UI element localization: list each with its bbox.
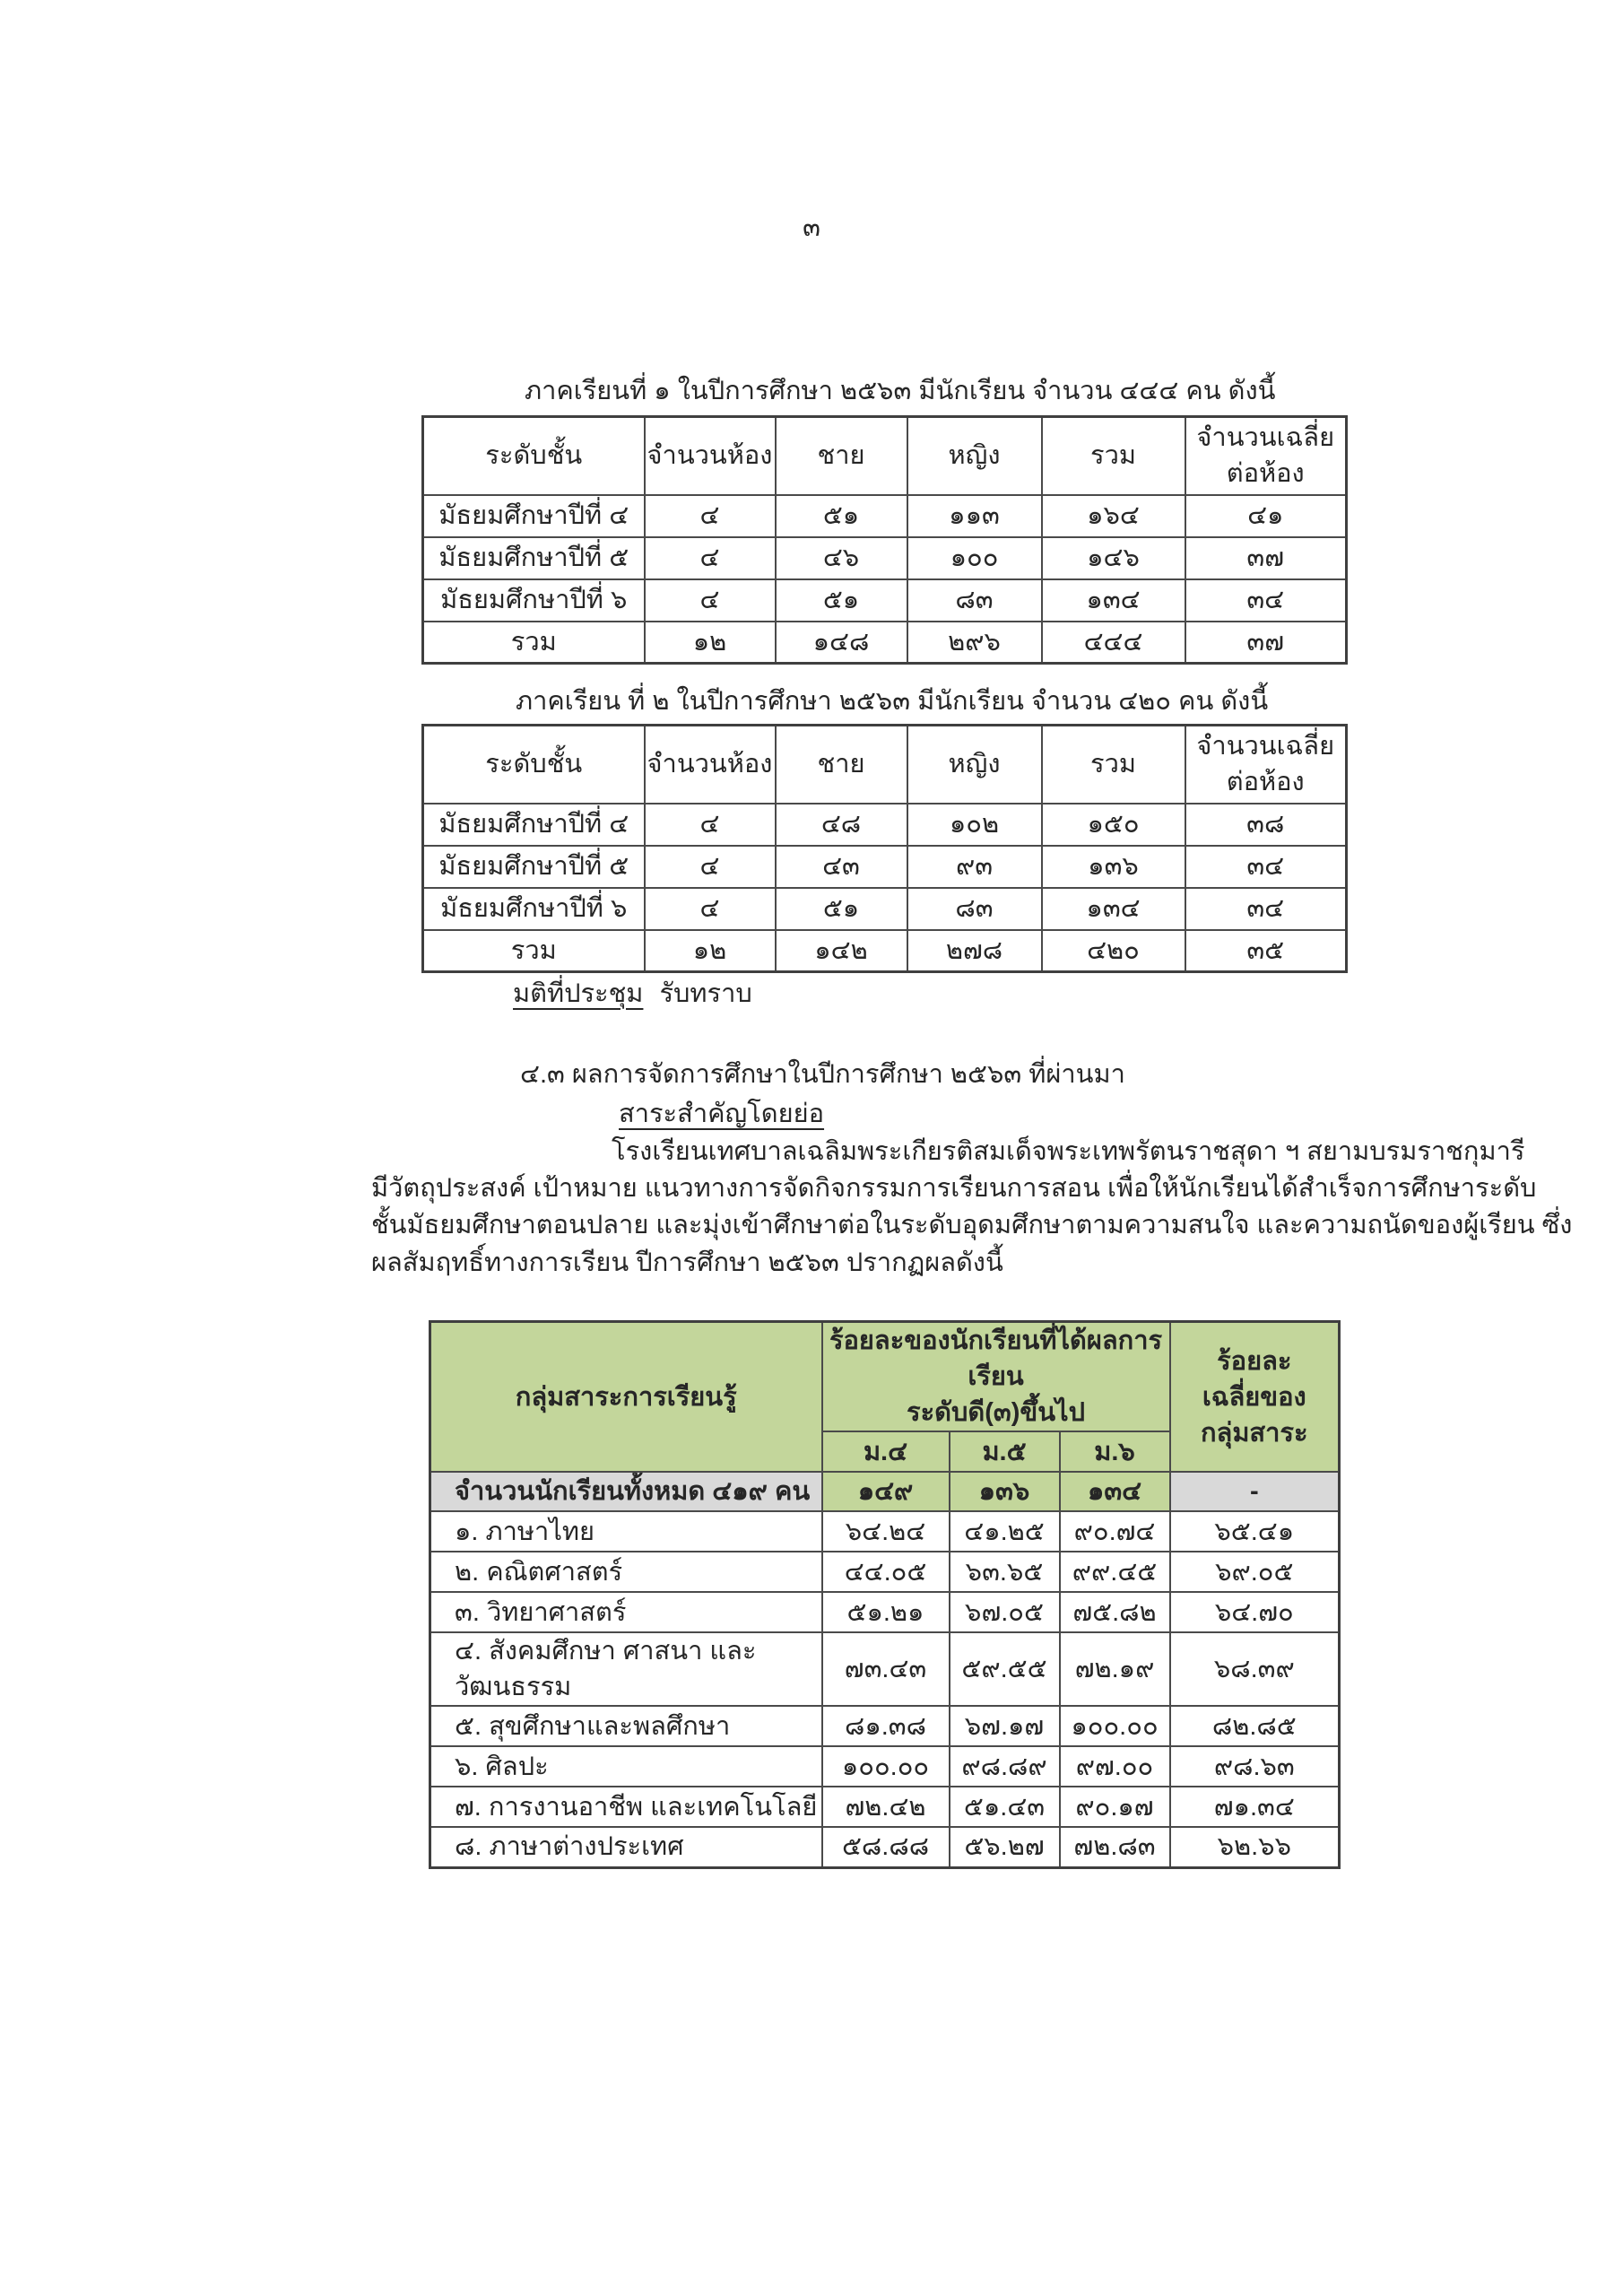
- table-row: [423, 846, 1347, 888]
- avg-header-line2: ต่อห้อง: [1226, 768, 1305, 797]
- value-cell: ๙๐.๑๗: [1060, 1787, 1170, 1827]
- col-header-rooms: จำนวนห้อง: [645, 417, 776, 495]
- value-cell: ๑๔๖: [1042, 537, 1185, 579]
- value-cell: ๔: [645, 804, 776, 846]
- value-cell: ๘๒.๘๕: [1170, 1706, 1340, 1746]
- table-row: [423, 537, 1347, 579]
- value-cell: ๔๔๔: [1042, 622, 1185, 664]
- col-header-level: ระดับชั้น: [423, 726, 645, 804]
- table-row: [430, 1706, 1340, 1746]
- value-cell: ๑๓๖: [1042, 846, 1185, 888]
- row-label-cell: มัธยมศึกษาปีที่ ๕: [423, 537, 645, 579]
- table-row: [430, 1632, 1340, 1706]
- row-label-cell: มัธยมศึกษาปีที่ ๖: [423, 579, 645, 622]
- row-label-cell: มัธยมศึกษาปีที่ ๕: [423, 846, 645, 888]
- summary-m4-cell: ๑๔๙: [822, 1472, 950, 1511]
- value-cell: ๓๕: [1185, 930, 1347, 972]
- value-cell: ๓๔: [1185, 579, 1347, 622]
- row-label-cell: รวม: [423, 622, 645, 664]
- value-cell: ๔: [645, 579, 776, 622]
- col-header-level: ระดับชั้น: [423, 417, 645, 495]
- value-cell: ๓๗: [1185, 537, 1347, 579]
- paragraph-line: ผลสัมฤทธิ์ทางการเรียน ปีการศึกษา ๒๕๖๓ ปรากฏผลดังนี้: [371, 1248, 1003, 1277]
- value-cell: ๕๖.๒๗: [950, 1827, 1060, 1867]
- value-cell: ๑๓๔: [1042, 579, 1185, 622]
- value-cell: ๕๑: [776, 579, 907, 622]
- value-cell: ๙๗.๐๐: [1060, 1746, 1170, 1787]
- row-label-cell: ๑. ภาษาไทย: [430, 1511, 822, 1552]
- value-cell: ๙๙.๔๕: [1060, 1552, 1170, 1592]
- value-cell: ๔: [645, 495, 776, 537]
- value-cell: ๑๐๐: [907, 537, 1042, 579]
- col-header-group-average: [1170, 1322, 1340, 1473]
- avg-header-line2: ต่อห้อง: [1226, 459, 1305, 489]
- avg-col-line2: เฉลี่ยของ: [1202, 1382, 1306, 1412]
- row-label-cell: รวม: [423, 930, 645, 972]
- value-cell: ๕๑.๔๓: [950, 1787, 1060, 1827]
- value-cell: ๖๙.๐๕: [1170, 1552, 1340, 1592]
- value-cell: ๓๔: [1185, 846, 1347, 888]
- pct-header-line2: ระดับดี(๓)ขึ้นไป: [907, 1398, 1086, 1427]
- value-cell: ๑๐๒: [907, 804, 1042, 846]
- row-label-cell: ๒. คณิตศาสตร์: [430, 1552, 822, 1592]
- value-cell: ๔๒๐: [1042, 930, 1185, 972]
- summary-m5-cell: ๑๓๖: [950, 1472, 1060, 1511]
- value-cell: ๗๒.๘๓: [1060, 1827, 1170, 1867]
- summary-m6-cell: ๑๓๔: [1060, 1472, 1170, 1511]
- table-row: [430, 1827, 1340, 1867]
- value-cell: ๙๘.๘๙: [950, 1746, 1060, 1787]
- col-header-total: รวม: [1042, 726, 1185, 804]
- value-cell: ๑๒: [645, 622, 776, 664]
- col-header-total: รวม: [1042, 417, 1185, 495]
- semester2-title: ภาคเรียน ที่ ๒ ในปีการศึกษา ๒๕๖๓ มีนักเรียน จำนวน ๔๒๐ คน ดังนี้: [516, 687, 1269, 716]
- value-cell: ๗๑.๓๔: [1170, 1787, 1340, 1827]
- row-label-cell: ๘. ภาษาต่างประเทศ: [430, 1827, 822, 1867]
- results-table: [429, 1320, 1341, 1869]
- value-cell: ๖๔.๒๔: [822, 1511, 950, 1552]
- section-4-3-subheading: สาระสำคัญโดยย่อ: [619, 1100, 825, 1128]
- value-cell: ๕๑.๒๑: [822, 1592, 950, 1632]
- table-row: [423, 579, 1347, 622]
- col-header-female: หญิง: [907, 417, 1042, 495]
- value-cell: ๘๑.๓๘: [822, 1706, 950, 1746]
- semester1-table-body: [423, 495, 1347, 664]
- value-cell: ๔๑: [1185, 495, 1347, 537]
- value-cell: ๓๗: [1185, 622, 1347, 664]
- value-cell: ๔๓: [776, 846, 907, 888]
- results-table-body: [430, 1511, 1340, 1867]
- row-label-cell: ๖. ศิลปะ: [430, 1746, 822, 1787]
- value-cell: ๑๑๓: [907, 495, 1042, 537]
- paragraph-line: โรงเรียนเทศบาลเฉลิมพระเกียรติสมเด็จพระเทพรัตนราชสุดา ฯ สยามบรมราชกุมารี: [612, 1137, 1525, 1166]
- col-header-m5: ม.๕: [950, 1431, 1060, 1472]
- summary-average-cell: -: [1170, 1472, 1340, 1511]
- semester1-table-header: [423, 417, 1347, 495]
- value-cell: ๗๕.๘๒: [1060, 1592, 1170, 1632]
- table-row: [423, 495, 1347, 537]
- col-header-subject-group: กลุ่มสาระการเรียนรู้: [430, 1322, 822, 1473]
- value-cell: ๖๘.๓๙: [1170, 1632, 1340, 1706]
- value-cell: ๔: [645, 846, 776, 888]
- value-cell: ๕๑: [776, 495, 907, 537]
- value-cell: ๕๘.๘๘: [822, 1827, 950, 1867]
- col-header-male: ชาย: [776, 417, 907, 495]
- value-cell: ๕๑: [776, 888, 907, 930]
- value-cell: ๖๗.๑๗: [950, 1706, 1060, 1746]
- row-label-cell: ๓. วิทยาศาสตร์: [430, 1592, 822, 1632]
- semester2-table-header: [423, 726, 1347, 804]
- table-row: [423, 622, 1347, 664]
- avg-col-line1: ร้อยละ: [1217, 1346, 1292, 1376]
- value-cell: ๙๐.๗๔: [1060, 1511, 1170, 1552]
- value-cell: ๘๓: [907, 579, 1042, 622]
- value-cell: ๓๔: [1185, 888, 1347, 930]
- value-cell: ๔๖: [776, 537, 907, 579]
- value-cell: ๔: [645, 537, 776, 579]
- value-cell: ๖๒.๖๖: [1170, 1827, 1340, 1867]
- value-cell: ๑๔๘: [776, 622, 907, 664]
- value-cell: ๕๙.๕๕: [950, 1632, 1060, 1706]
- value-cell: ๖๕.๔๑: [1170, 1511, 1340, 1552]
- value-cell: ๘๓: [907, 888, 1042, 930]
- meeting-resolution: [513, 974, 752, 1013]
- value-cell: ๙๓: [907, 846, 1042, 888]
- table-row: [423, 804, 1347, 846]
- row-label-cell: มัธยมศึกษาปีที่ ๔: [423, 804, 645, 846]
- table-row: [430, 1787, 1340, 1827]
- value-cell: ๒๗๘: [907, 930, 1042, 972]
- col-header-percent-good-grade: [822, 1322, 1170, 1432]
- value-cell: ๑๐๐.๐๐: [822, 1746, 950, 1787]
- avg-header-line1: จำนวนเฉลี่ย: [1196, 732, 1335, 761]
- resolution-label: มติที่ประชุม: [513, 979, 644, 1008]
- value-cell: ๓๘: [1185, 804, 1347, 846]
- col-header-female: หญิง: [907, 726, 1042, 804]
- semester1-title: ภาคเรียนที่ ๑ ในปีการศึกษา ๒๕๖๓ มีนักเรียน จำนวน ๔๔๔ คน ดังนี้: [525, 377, 1276, 405]
- col-header-average-per-room: [1185, 417, 1347, 495]
- summary-row: [430, 1472, 1340, 1511]
- avg-col-line3: กลุ่มสาระ: [1200, 1418, 1308, 1448]
- col-header-average-per-room: [1185, 726, 1347, 804]
- value-cell: ๑๔๒: [776, 930, 907, 972]
- col-header-male: ชาย: [776, 726, 907, 804]
- value-cell: ๔๔.๐๕: [822, 1552, 950, 1592]
- paragraph-line: มีวัตถุประสงค์ เป้าหมาย แนวทางการจัดกิจกรรมการเรียนการสอน เพื่อให้นักเรียนได้สำเร็จการศึกษาระดับ: [371, 1174, 1537, 1203]
- value-cell: ๑๓๔: [1042, 888, 1185, 930]
- row-label-cell: ๕. สุขศึกษาและพลศึกษา: [430, 1706, 822, 1746]
- value-cell: ๑๖๔: [1042, 495, 1185, 537]
- value-cell: ๙๘.๖๓: [1170, 1746, 1340, 1787]
- col-header-rooms: จำนวนห้อง: [645, 726, 776, 804]
- avg-header-line1: จำนวนเฉลี่ย: [1196, 423, 1335, 453]
- row-label-cell: ๔. สังคมศึกษา ศาสนา และวัฒนธรรม: [430, 1632, 822, 1706]
- value-cell: ๖๔.๗๐: [1170, 1592, 1340, 1632]
- paragraph-line: ชั้นมัธยมศึกษาตอนปลาย และมุ่งเข้าศึกษาต่อในระดับอุดมศึกษาตามความสนใจ และความถนัดของผู้เรียน ซึ่ง: [371, 1211, 1573, 1239]
- value-cell: ๗๓.๔๓: [822, 1632, 950, 1706]
- col-header-m4: ม.๔: [822, 1431, 950, 1472]
- value-cell: ๗๒.๔๒: [822, 1787, 950, 1827]
- value-cell: ๑๒: [645, 930, 776, 972]
- value-cell: ๔๘: [776, 804, 907, 846]
- value-cell: ๔๑.๒๕: [950, 1511, 1060, 1552]
- row-label-cell: ๗. การงานอาชีพ และเทคโนโลยี: [430, 1787, 822, 1827]
- value-cell: ๗๒.๑๙: [1060, 1632, 1170, 1706]
- summary-label-cell: จำนวนนักเรียนทั้งหมด ๔๑๙ คน: [430, 1472, 822, 1511]
- table-row: [423, 930, 1347, 972]
- value-cell: ๒๙๖: [907, 622, 1042, 664]
- value-cell: ๔: [645, 888, 776, 930]
- semester2-table: [421, 724, 1348, 973]
- table-row: [423, 888, 1347, 930]
- value-cell: ๑๕๐: [1042, 804, 1185, 846]
- table-row: [430, 1552, 1340, 1592]
- row-label-cell: มัธยมศึกษาปีที่ ๔: [423, 495, 645, 537]
- table-row: [430, 1511, 1340, 1552]
- semester2-table-body: [423, 804, 1347, 972]
- table-row: [430, 1746, 1340, 1787]
- results-table-header: [430, 1322, 1340, 1473]
- row-label-cell: มัธยมศึกษาปีที่ ๖: [423, 888, 645, 930]
- col-header-m6: ม.๖: [1060, 1431, 1170, 1472]
- pct-header-line1: ร้อยละของนักเรียนที่ได้ผลการเรียน: [829, 1326, 1163, 1391]
- value-cell: ๖๗.๐๕: [950, 1592, 1060, 1632]
- semester1-table: [421, 415, 1348, 665]
- value-cell: ๖๓.๖๕: [950, 1552, 1060, 1592]
- results-table-summary: [430, 1472, 1340, 1511]
- table-row: [430, 1592, 1340, 1632]
- resolution-value: รับทราบ: [659, 979, 752, 1008]
- page-number: ๓: [803, 213, 820, 242]
- value-cell: ๑๐๐.๐๐: [1060, 1706, 1170, 1746]
- section-4-3-heading: ๔.๓ ผลการจัดการศึกษาในปีการศึกษา ๒๕๖๓ ที่ผ่านมา: [520, 1060, 1125, 1089]
